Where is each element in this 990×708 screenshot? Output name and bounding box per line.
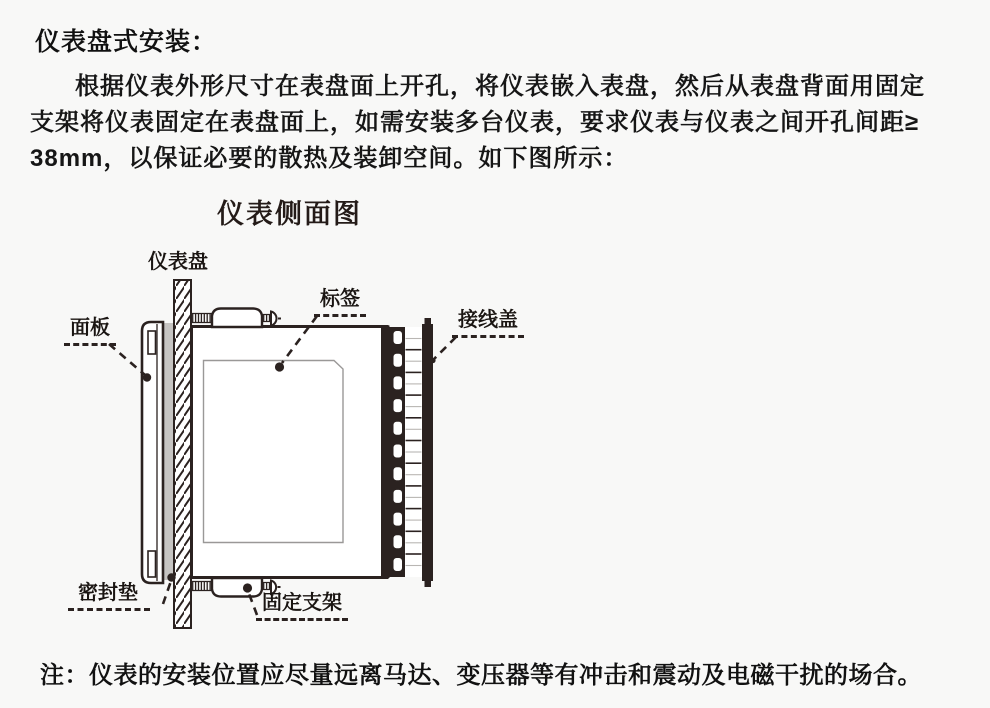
terminal-cells	[405, 327, 422, 577]
paragraph-line-2: 支架将仪表固定在表盘面上，如需安装多台仪表，要求仪表与仪表之间开孔间距≥	[30, 109, 920, 136]
diagram-title: 仪表侧面图	[217, 199, 362, 230]
label-wiring-cover: 接线盖	[452, 310, 524, 338]
top-fixing-bracket	[192, 309, 282, 328]
label-front-panel: 面板	[64, 318, 116, 346]
mounting-panel-board	[174, 280, 191, 628]
installation-note: 注：仪表的安装位置应尽量远离马达、变压器等有冲击和震动及电磁干扰的场合。	[40, 662, 922, 689]
label-gasket: 密封垫	[68, 583, 150, 611]
instrument-case	[192, 327, 388, 578]
label-panel-board: 仪表盘	[148, 251, 208, 273]
label-tag: 标签	[314, 289, 366, 317]
wiring-cover	[422, 318, 433, 587]
paragraph-line-1: 根据仪表外形尺寸在表盘面上开孔，将仪表嵌入表盘，然后从表盘背面用固定	[75, 73, 925, 100]
label-bracket: 固定支架	[256, 593, 348, 621]
terminal-clips	[393, 330, 404, 572]
page-title: 仪表盘式安装：	[35, 28, 218, 56]
front-panel-bezel	[142, 322, 163, 583]
case-rear-wall	[381, 326, 390, 579]
paragraph-line-3: 38mm，以保证必要的散热及装卸空间。如下图所示：	[30, 145, 629, 172]
